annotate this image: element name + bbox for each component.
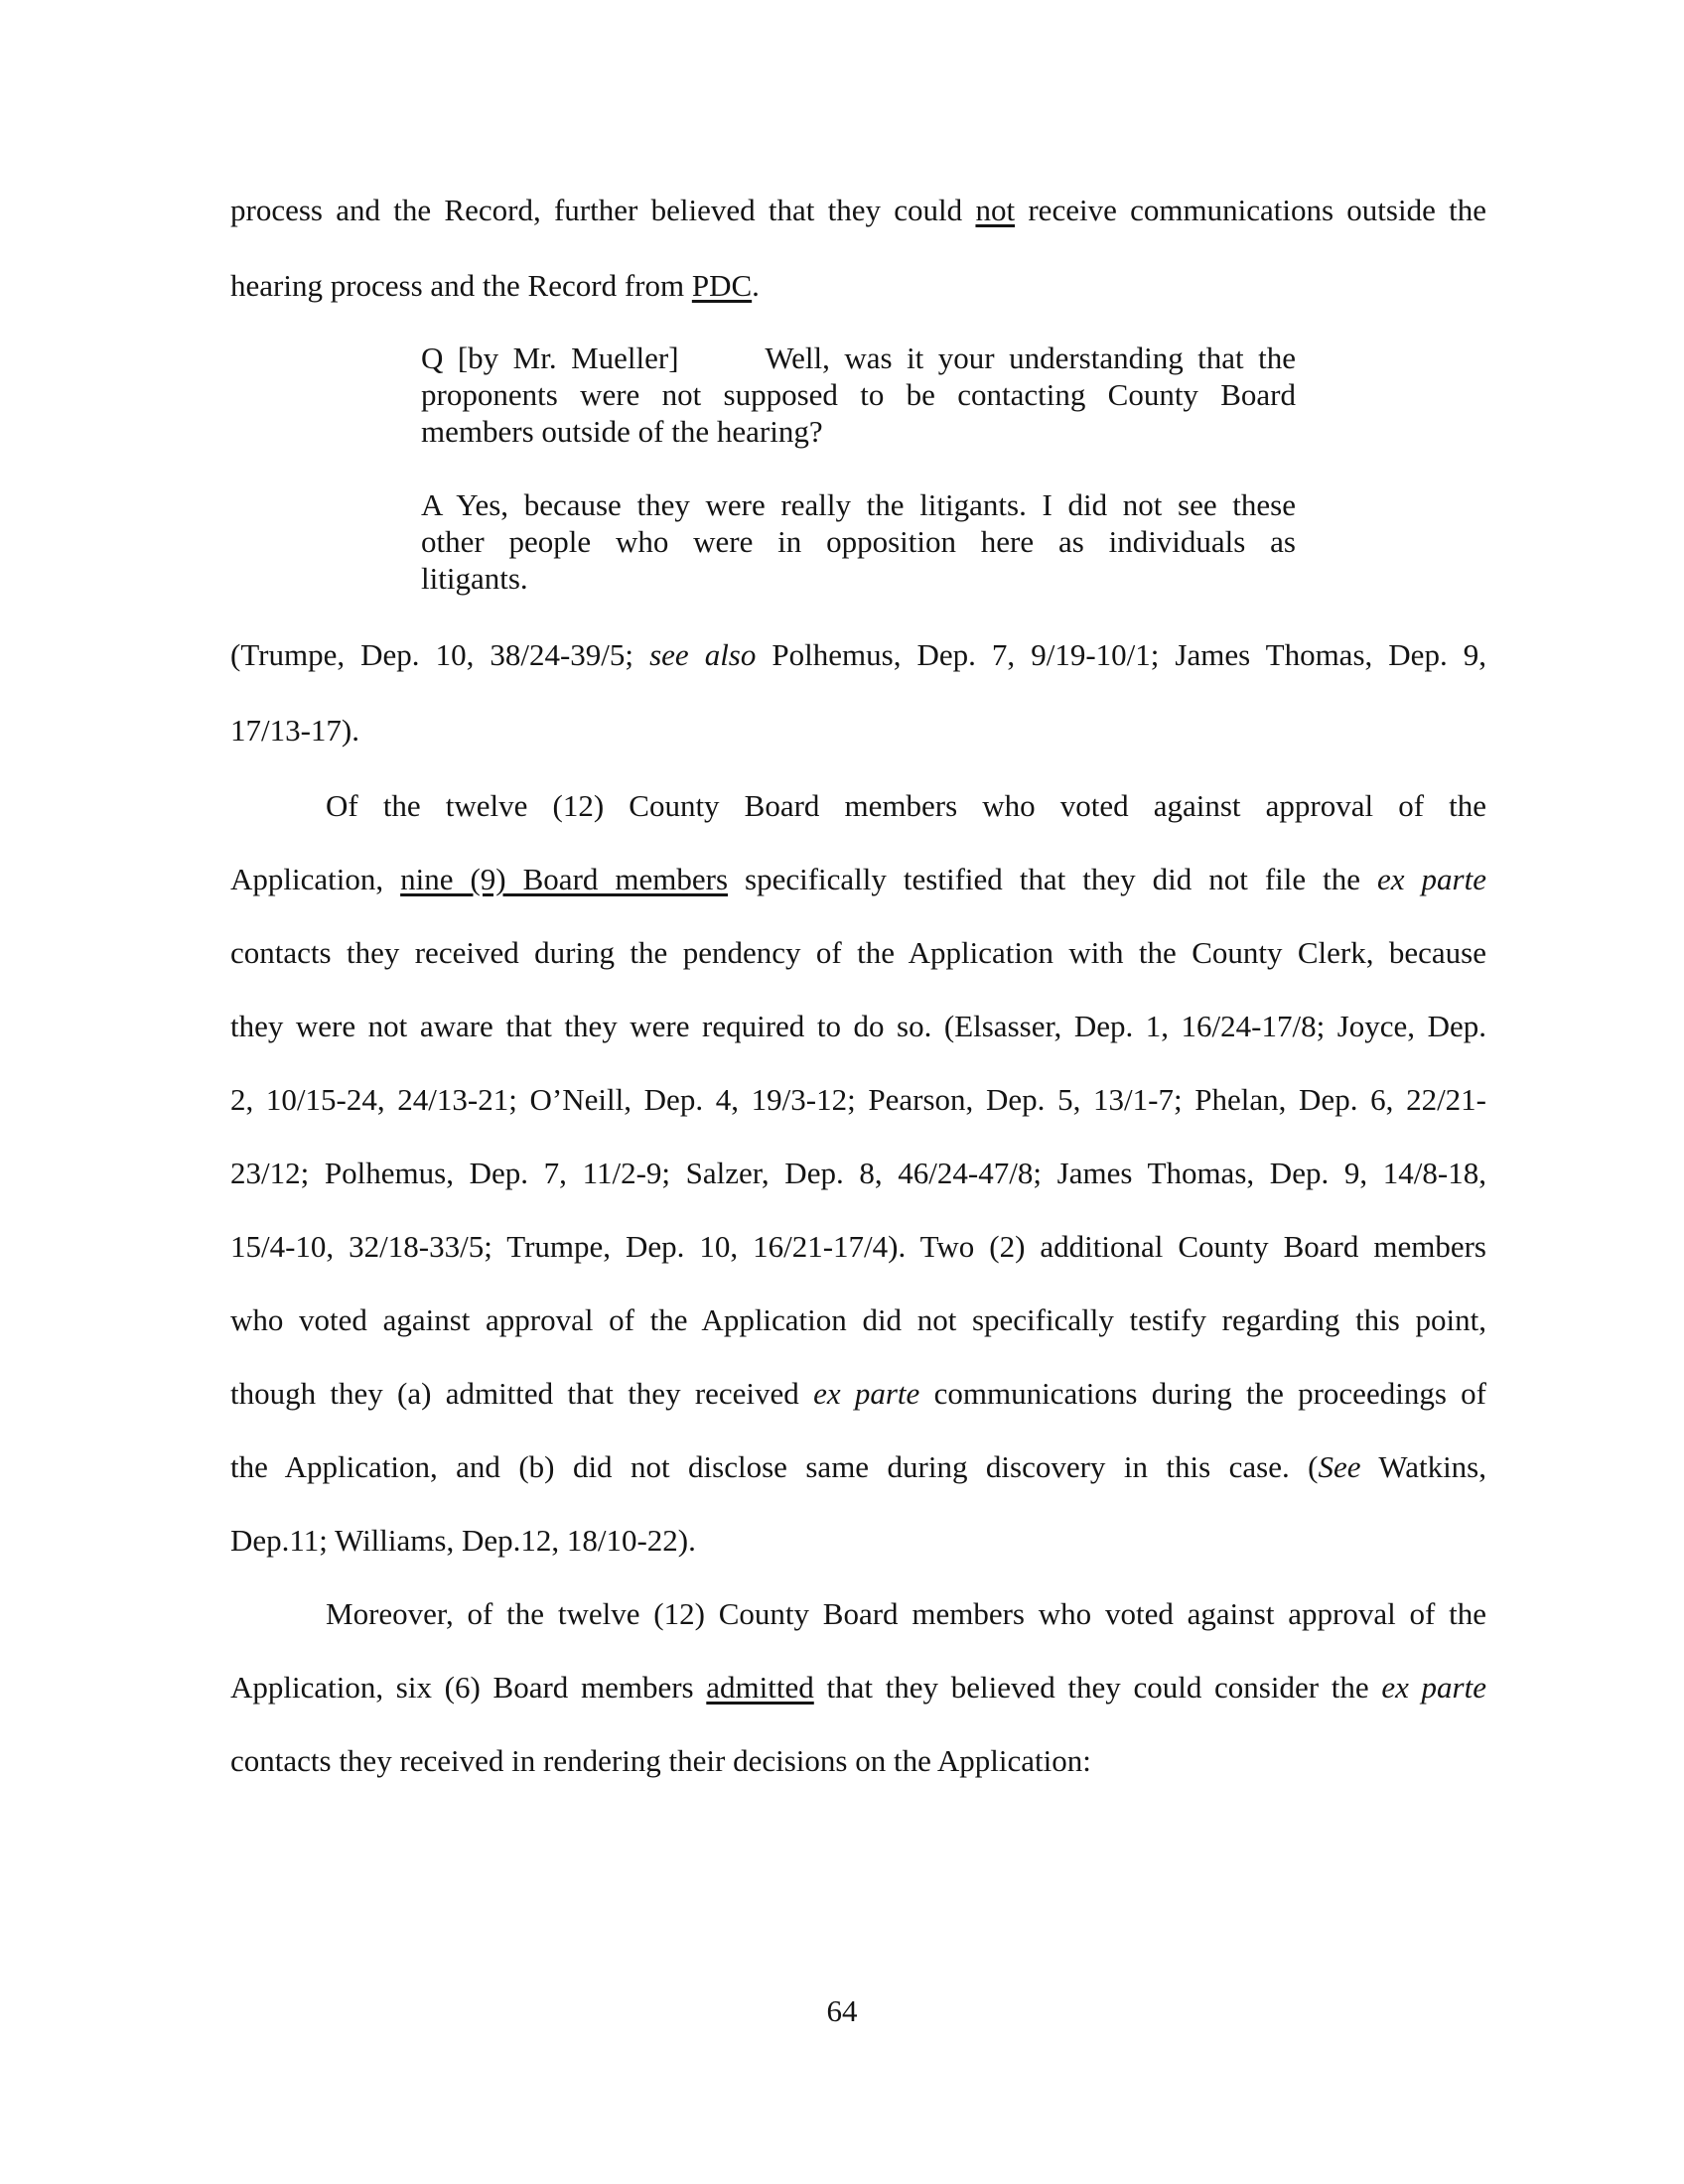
text-run: Well, was it your understanding that the xyxy=(765,341,1297,375)
text-run: the Application, and (b) did not disclose same during discovery in this case. ( xyxy=(230,1449,1319,1484)
quote-answer-line: A Yes, because they were really the litigants. I did not see these xyxy=(421,487,1296,522)
underlined-text: admitted xyxy=(706,1670,814,1705)
citation-line: 17/13-17). xyxy=(230,713,360,748)
paragraph-line: contacts they received in rendering their decisions on the Application: xyxy=(230,1743,1091,1778)
quote-line: other people who were in opposition here as individuals as xyxy=(421,524,1296,559)
text-run: though they (a) admitted that they received xyxy=(230,1376,814,1411)
italic-text: ex parte xyxy=(1377,862,1486,896)
italic-text: ex parte xyxy=(1381,1670,1486,1705)
text-run: (Trumpe, Dep. 10, 38/24-39/5; xyxy=(230,637,650,672)
text-run: receive communications outside the xyxy=(1015,193,1486,227)
page-number: 64 xyxy=(826,1993,858,2028)
text-run: Polhemus, Dep. 7, 9/19-10/1; James Thomas, Dep. 9, xyxy=(756,637,1486,672)
text-run: hearing process and the Record from xyxy=(230,268,692,303)
paragraph-line: 23/12; Polhemus, Dep. 7, 11/2-9; Salzer, Dep. 8, 46/24-47/8; James Thomas, Dep. 9, 14/8-18, xyxy=(230,1156,1486,1190)
paragraph-line: Of the twelve (12) County Board members who voted against approval of the xyxy=(326,788,1486,823)
text-run: Application, xyxy=(230,862,401,896)
italic-text: ex parte xyxy=(813,1376,920,1411)
paragraph-line xyxy=(230,1447,1486,1487)
paragraph-line: Dep.11; Williams, Dep.12, 18/10-22). xyxy=(230,1523,696,1558)
deposition-quote xyxy=(421,340,1296,597)
paragraph-line xyxy=(230,1668,1486,1707)
text-run: process and the Record, further believed that they could xyxy=(230,193,976,227)
quote-line: members outside of the hearing? xyxy=(421,414,823,449)
question-label: Q [by Mr. Mueller] xyxy=(421,341,679,375)
underlined-text: nine (9) Board members xyxy=(400,862,729,896)
paragraph-line xyxy=(230,860,1486,899)
text-run: Watkins, xyxy=(1360,1449,1486,1484)
quote-line: litigants. xyxy=(421,561,528,596)
text-run: specifically testified that they did not file the xyxy=(728,862,1378,896)
text-run: . xyxy=(752,268,760,303)
underlined-text: PDC xyxy=(691,268,753,303)
paragraph-line: they were not aware that they were required to do so. (Elsasser, Dep. 1, 16/24-17/8; Joyce, Dep. xyxy=(230,1009,1486,1043)
quote-question-line xyxy=(421,340,1296,376)
quote-spacer xyxy=(421,450,1296,486)
paragraph-line: 2, 10/15-24, 24/13-21; O’Neill, Dep. 4, 19/3-12; Pearson, Dep. 5, 13/1-7; Phelan, Dep. 6, 22/21- xyxy=(230,1082,1486,1117)
paragraph-line xyxy=(230,191,1486,230)
quote-line: proponents were not supposed to be contacting County Board xyxy=(421,377,1296,412)
paragraph-line xyxy=(230,1374,1486,1414)
paragraph-line xyxy=(230,266,1486,306)
text-run: that they believed they could consider the xyxy=(813,1670,1382,1705)
paragraph-line: who voted against approval of the Application did not specifically testify regarding this point, xyxy=(230,1302,1486,1337)
paragraph-line: contacts they received during the pendency of the Application with the County Clerk, because xyxy=(230,935,1486,970)
paragraph-line: Moreover, of the twelve (12) County Board members who voted against approval of the xyxy=(326,1596,1486,1631)
italic-text: see also xyxy=(649,637,757,672)
italic-text: See xyxy=(1318,1449,1361,1484)
text-run: Application, six (6) Board members xyxy=(230,1670,707,1705)
text-run: communications during the proceedings of xyxy=(919,1376,1486,1411)
paragraph-line: 15/4-10, 32/18-33/5; Trumpe, Dep. 10, 16/21-17/4). Two (2) additional County Board members xyxy=(230,1229,1486,1264)
citation-line xyxy=(230,635,1486,675)
underlined-text: not xyxy=(975,193,1016,227)
